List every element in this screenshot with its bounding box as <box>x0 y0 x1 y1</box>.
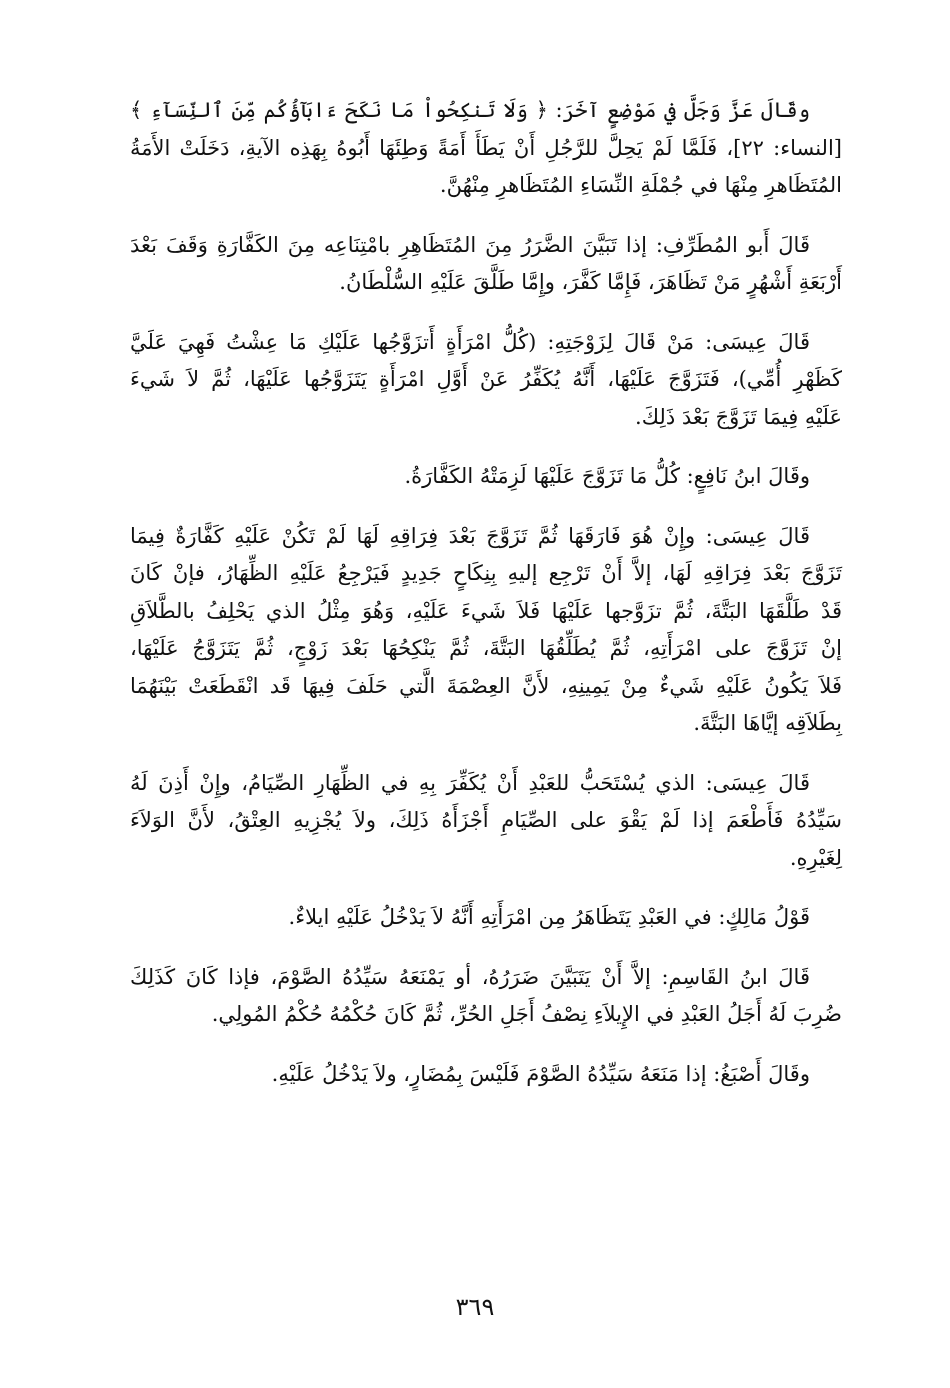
text-line: تَزَوَّجَ بَعْدَ فِرَاقِهِ لَهَا، إلاَّ أَنْ تَرْجِع إليهِ بِنِكَاحٍ جَدِيدٍ فَيَرْجِعُ عَلَيْهِ الظِّهَارُ، فإنْ كَانَ <box>130 561 842 585</box>
text-line: المُتَظَاهرِ مِنْهَا في جُمْلَةِ النِّسَاءِ المُتَظَاهرِ مِنْهُنَّ. <box>439 173 842 197</box>
text-line: وقَالَ عَزَّ وَجَلَّ في مَوْضِعٍ آخَرَ: ﴿ وَلَا تَنكِحُواْ مَا نَكَحَ ءَابَآؤُكُم مِّنَ ٱلنِّسَآءِ ﴾ <box>130 98 810 122</box>
text-line: أَرْبَعَةِ أَشْهُرٍ مَنْ تَظَاهَرَ، فَإِمَّا كَفَّرَ، وإِمَّا طَلَّقَ عَلَيْهِ السُّلْطَانُ. <box>339 270 842 294</box>
paragraph-6 <box>130 765 842 878</box>
text-line: وقَالَ أَصْبَغُ: إذا مَنَعَهُ سَيِّدُهُ الصَّوْمَ فَلَيْسَ بِمُضَارٍ، ولاَ يَدْخُلُ عَلَيْهِ. <box>271 1061 810 1086</box>
text-line: قَالَ عِيسَى: الذي يُسْتَحَبُّ للعَبْدِ أَنْ يُكَفِّرَ بِهِ في الظِّهَارِ الصِّيَامُ، وإِنْ أَذِنَ لَهُ <box>130 770 810 795</box>
paragraph-7 <box>130 899 842 937</box>
paragraph-4 <box>130 458 842 496</box>
text-line: [النساء: ٢٢]، فَلَمَّا لَمْ يَحِلَّ للرَّجُلِ أَنْ يَطَأَ أَمَةً وَطِئَهَا أَبُوهُ بِهَذِه الآيةِ، دَخَلَتْ الأَمَةُ <box>130 135 842 160</box>
paragraph-2 <box>130 227 842 302</box>
text-line: سَيِّدُهُ فَأَطْعَمَ إذا لَمْ يَقْوَ على الصِّيَامِ أَجْزَأَهُ ذَلِكَ، ولاَ يُجْزِيهِ العِتْقُ، لأَنَّ الوَلاَءَ <box>130 808 842 832</box>
paragraph-3 <box>130 324 842 437</box>
text-line: إنْ تَزَوَّجَ على امْرَأَتِهِ، ثُمَّ يُطَلِّقُهَا البَتَّةَ، ثُمَّ يَنْكِحُهَا بَعْدَ زَوْجٍ، ثُمَّ يَتَزَوَّجُ عَلَيْهَا، <box>130 636 842 660</box>
text-line: قَالَ عِيسَى: مَنْ قَالَ لِزَوْجَتِهِ: (كُلُّ امْرَأَةٍ أَتزَوَّجُها عَلَيْكِ مَا عِشْتُ فَهِيَ عَلَيَّ <box>130 329 810 354</box>
paragraph-1 <box>130 92 842 205</box>
page-number: ٣٦٩ <box>455 1293 495 1321</box>
text-line: كَظَهْرِ أُمِّي)، فَتَزَوَّجَ عَلَيْهَا، أَنَّهُ يُكَفِّرُ عَنْ أَوَّلِ امْرَأَةٍ يَتَزَوَّجُها عَلَيْهَا، ثُمَّ لاَ شَيءَ <box>130 367 842 391</box>
text-line: قَالَ عِيسَى: وإِنْ هُوَ فَارَقَهَا ثُمَّ تَزَوَّجَ بَعْدَ فِرَاقِهِ لَهَا لَمْ تَكُنْ عَلَيْهِ كَفَّارَةٌ فِيمَا <box>130 523 810 548</box>
text-line: عَلَيْهِ فِيمَا تَزَوَّجَ بَعْدَ ذَلِكَ. <box>635 404 842 429</box>
text-line: قَدْ طَلَّقَهَا البَتَّةَ، ثُمَّ تزَوَّجها عَلَيْهَا فَلاَ شَيءَ عَلَيْهِ، وَهُوَ مِثْلُ الذي يَحْلِفُ بالطَّلاَقِ <box>130 598 842 623</box>
text-line: ضُرِبَ لَهُ أَجَلُ العَبْدِ في الإِيلاَءِ نِصْفُ أَجَلِ الحُرِّ، ثُمَّ كَانَ حُكْمُهُ حُكْمُ المُولِي. <box>211 1002 842 1026</box>
paragraph-8 <box>130 959 842 1034</box>
text-line: وقَالَ ابنُ نَافِعٍ: كُلُّ مَا تَزَوَّجَ عَلَيْهَا لَزِمَتْهُ الكَفَّارَةُ. <box>404 464 810 488</box>
text-line: لِغَيْرِهِ. <box>789 845 842 870</box>
page-text <box>130 92 842 1115</box>
text-line: بِطَلاَقِه إيَّاهَا البَتَّةَ. <box>693 711 842 735</box>
text-line: قَالَ أَبو المُطَرِّفِ: إذا تَبَيَّنَ الضَّرَرُ مِنَ المُتَظَاهِرِ بامْتِنَاعِه مِنَ الكَفَّارَةِ وَقَفَ بَعْدَ <box>130 232 810 257</box>
text-line: قَالَ ابنُ القَاسِمِ: إلاَّ أَنْ يَتَبَيَّنَ ضَرَرُهُ، أو يَمْنَعَهُ سَيِّدُهُ الصَّوْمَ، فإذا كَانَ كَذَلِكَ <box>130 964 810 989</box>
paragraph-9 <box>130 1056 842 1094</box>
text-line: فَلاَ يَكُونُ عَلَيْهِ شَيءٌ مِنْ يَمِينِهِ، لأَنَّ العِصْمَةَ الَّتي حَلَفَ فِيهَا قَد انْقَطَعَتْ بَيْنَهُمَا <box>130 673 842 698</box>
paragraph-5 <box>130 518 842 743</box>
text-line: قَوْلُ مَالِكٍ: في العَبْدِ يَتَظَاهَرُ مِن امْرَأَتِهِ أَنَّهُ لاَ يَدْخُلُ عَلَيْهِ ايلاءٌ. <box>288 905 810 929</box>
